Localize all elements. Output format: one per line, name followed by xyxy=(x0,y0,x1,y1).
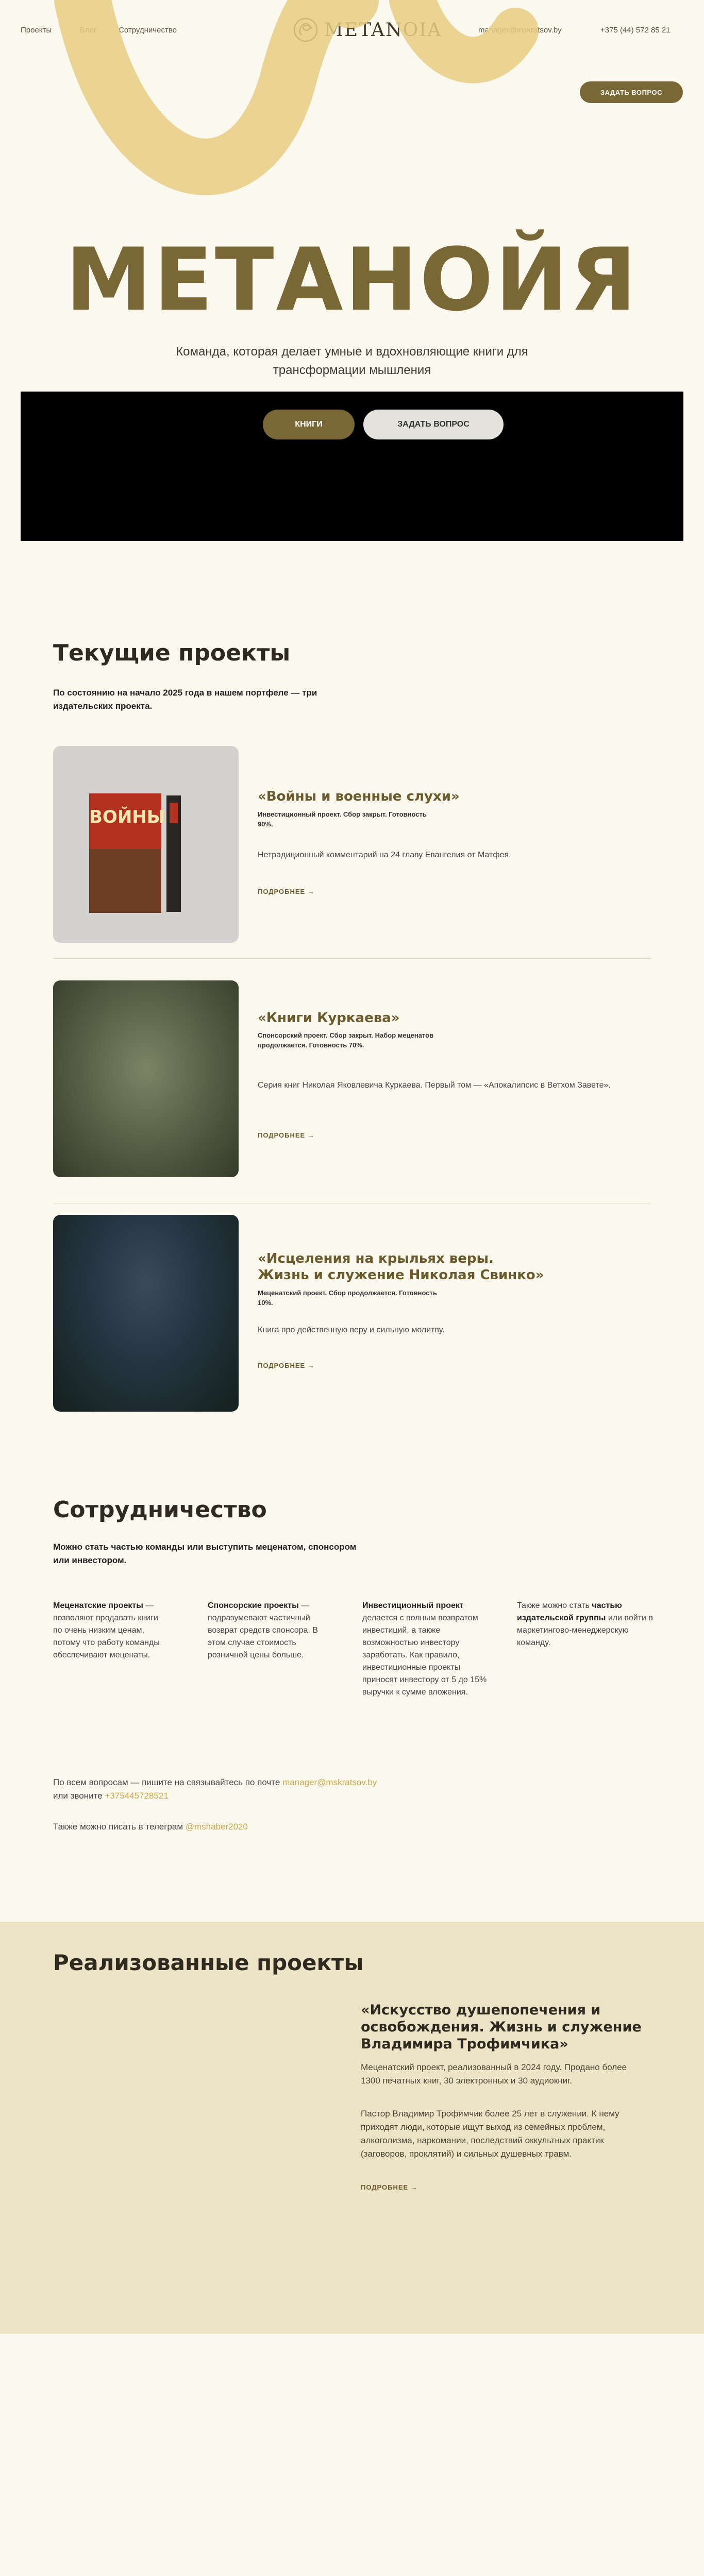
header-phone[interactable]: +375 (44) 572 85 21 xyxy=(600,26,671,35)
contact-text: или звоните xyxy=(53,1791,105,1801)
project-status: Спонсорский проект. Сбор закрыт. Набор меценатов продолжается. Готовность 70%. xyxy=(258,1031,434,1049)
project-description: Нетрадиционный комментарий на 24 главу Евангелия от Матфея. xyxy=(258,851,511,859)
coop-sponsor-body: — подразумевают частичный возврат средств спонсора. В этом случае стоимость розничной цены больше. xyxy=(208,1601,318,1659)
contact-email-line xyxy=(53,1776,424,1803)
project-status: Инвестиционный проект. Сбор закрыт. Готовность 90%. xyxy=(258,810,427,828)
project-description: Книга про действенную веру и сильную молитву. xyxy=(258,1326,445,1334)
coop-patron-text xyxy=(53,1600,164,1662)
coop-team-pre: Также можно стать xyxy=(517,1601,592,1610)
project-title: «Войны и военные слухи» xyxy=(258,789,460,804)
project-image xyxy=(53,980,239,1177)
logo-text: METANOIA xyxy=(324,19,442,41)
coop-investor-text xyxy=(362,1600,489,1699)
coop-team-text xyxy=(517,1600,653,1649)
coop-investor-bold: Инвестиционный проект xyxy=(362,1601,464,1610)
contact-phone-link[interactable]: +375445728521 xyxy=(105,1791,169,1801)
divider xyxy=(53,958,651,959)
realized-title: Реализованные проекты xyxy=(53,1950,364,1975)
contact-email-link[interactable]: manager@mskratsov.by xyxy=(282,1777,377,1787)
cooperation-lead: Можно стать частью команды или выступить меценатом, спонсором или инвестором. xyxy=(53,1542,357,1565)
realized-text-1: Меценатский проект, реализованный в 2024 году. Продано более 1300 печатных книг, 30 электронных и 30 аудиокниг. xyxy=(361,2062,627,2086)
project-more-link[interactable]: ПОДРОБНЕЕ → xyxy=(258,1362,315,1369)
cooperation-title: Сотрудничество xyxy=(53,1497,267,1523)
contact-telegram-link[interactable]: @mshaber2020 xyxy=(185,1822,248,1832)
realized-book-title: «Искусство душепопечения и освобождения. Жизнь и служение Владимира Трофимчика» xyxy=(361,2002,642,2052)
project-image xyxy=(53,746,239,943)
header-ask-button[interactable]: ЗАДАТЬ ВОПРОС xyxy=(580,81,683,103)
hero-subtitle: Команда, которая делает умные и вдохновляющие книги для трансформации мышления xyxy=(176,345,528,377)
current-projects-title: Текущие проекты xyxy=(53,640,291,666)
coop-investor-body: делается с полным возвратом инвестиций, а также возможностью инвестору заработать. Как правило, инвестиционные проекты приносят инвестору от 5 до 15% выручки к сумме вложения. xyxy=(362,1614,487,1697)
divider xyxy=(53,1203,651,1204)
book-cover-title: ВОЙНЫ xyxy=(89,807,165,827)
hero-ask-button[interactable]: ЗАДАТЬ ВОПРОС xyxy=(363,410,504,439)
project-title: «Книги Куркаева» xyxy=(258,1010,400,1026)
hero-title: МЕТАНОЙЯ xyxy=(65,229,639,330)
coop-sponsor-bold: Спонсорские проекты xyxy=(208,1601,299,1610)
nav-projects[interactable]: Проекты xyxy=(21,26,52,35)
coop-team-post: или войти в маркетингово-менеджерскую команду. xyxy=(517,1614,653,1647)
coop-patron-bold: Меценатские проекты xyxy=(53,1601,143,1610)
realized-more-link[interactable]: ПОДРОБНЕЕ → xyxy=(361,2183,418,2191)
hero-books-button[interactable]: КНИГИ xyxy=(263,410,355,439)
contact-telegram-line xyxy=(53,1820,424,1834)
nav-cooperation[interactable]: Сотрудничество xyxy=(119,26,177,35)
current-projects-lead: По состоянию на начало 2025 года в нашем портфеле — три издательских проекта. xyxy=(53,688,317,711)
project-title: «Исцеления на крыльях веры. Жизнь и служение Николая Свинко» xyxy=(258,1251,544,1283)
coop-patron-body: — позволяют продавать книги по очень низким ценам, потому что работу команды обеспечивают меценаты. xyxy=(53,1601,160,1659)
nav-blog[interactable]: Блог xyxy=(80,26,97,35)
coop-team-bold: частью издательской группы xyxy=(517,1601,622,1622)
realized-text-2: Пастор Владимир Трофимчик более 25 лет в служении. К нему приходят люди, которые ищут выход из семейных проблем, алкоголизма, наркомании, последствий оккультных практик (заговоров, проклятий) и сильных душевных травм. xyxy=(361,2109,619,2159)
project-image xyxy=(53,1215,239,1412)
contact-text: По всем вопросам — пишите на связывайтесь по почте xyxy=(53,1777,283,1787)
book-cover-icon xyxy=(53,746,239,943)
header-email[interactable]: manager@mskratsov.by xyxy=(478,26,562,35)
project-description: Серия книг Николая Яковлевича Куркаева. Первый том — «Апокалипсис в Ветхом Завете». xyxy=(258,1081,611,1090)
project-more-link[interactable]: ПОДРОБНЕЕ → xyxy=(258,888,315,895)
hero-video-area xyxy=(21,392,683,541)
project-status: Меценатский проект. Сбор продолжается. Готовность 10%. xyxy=(258,1289,437,1307)
hero-ribbon-decoration xyxy=(21,0,683,392)
coop-sponsor-text xyxy=(208,1600,319,1662)
project-more-link[interactable]: ПОДРОБНЕЕ → xyxy=(258,1131,315,1139)
contact-text: Также можно писать в телеграм xyxy=(53,1822,186,1832)
